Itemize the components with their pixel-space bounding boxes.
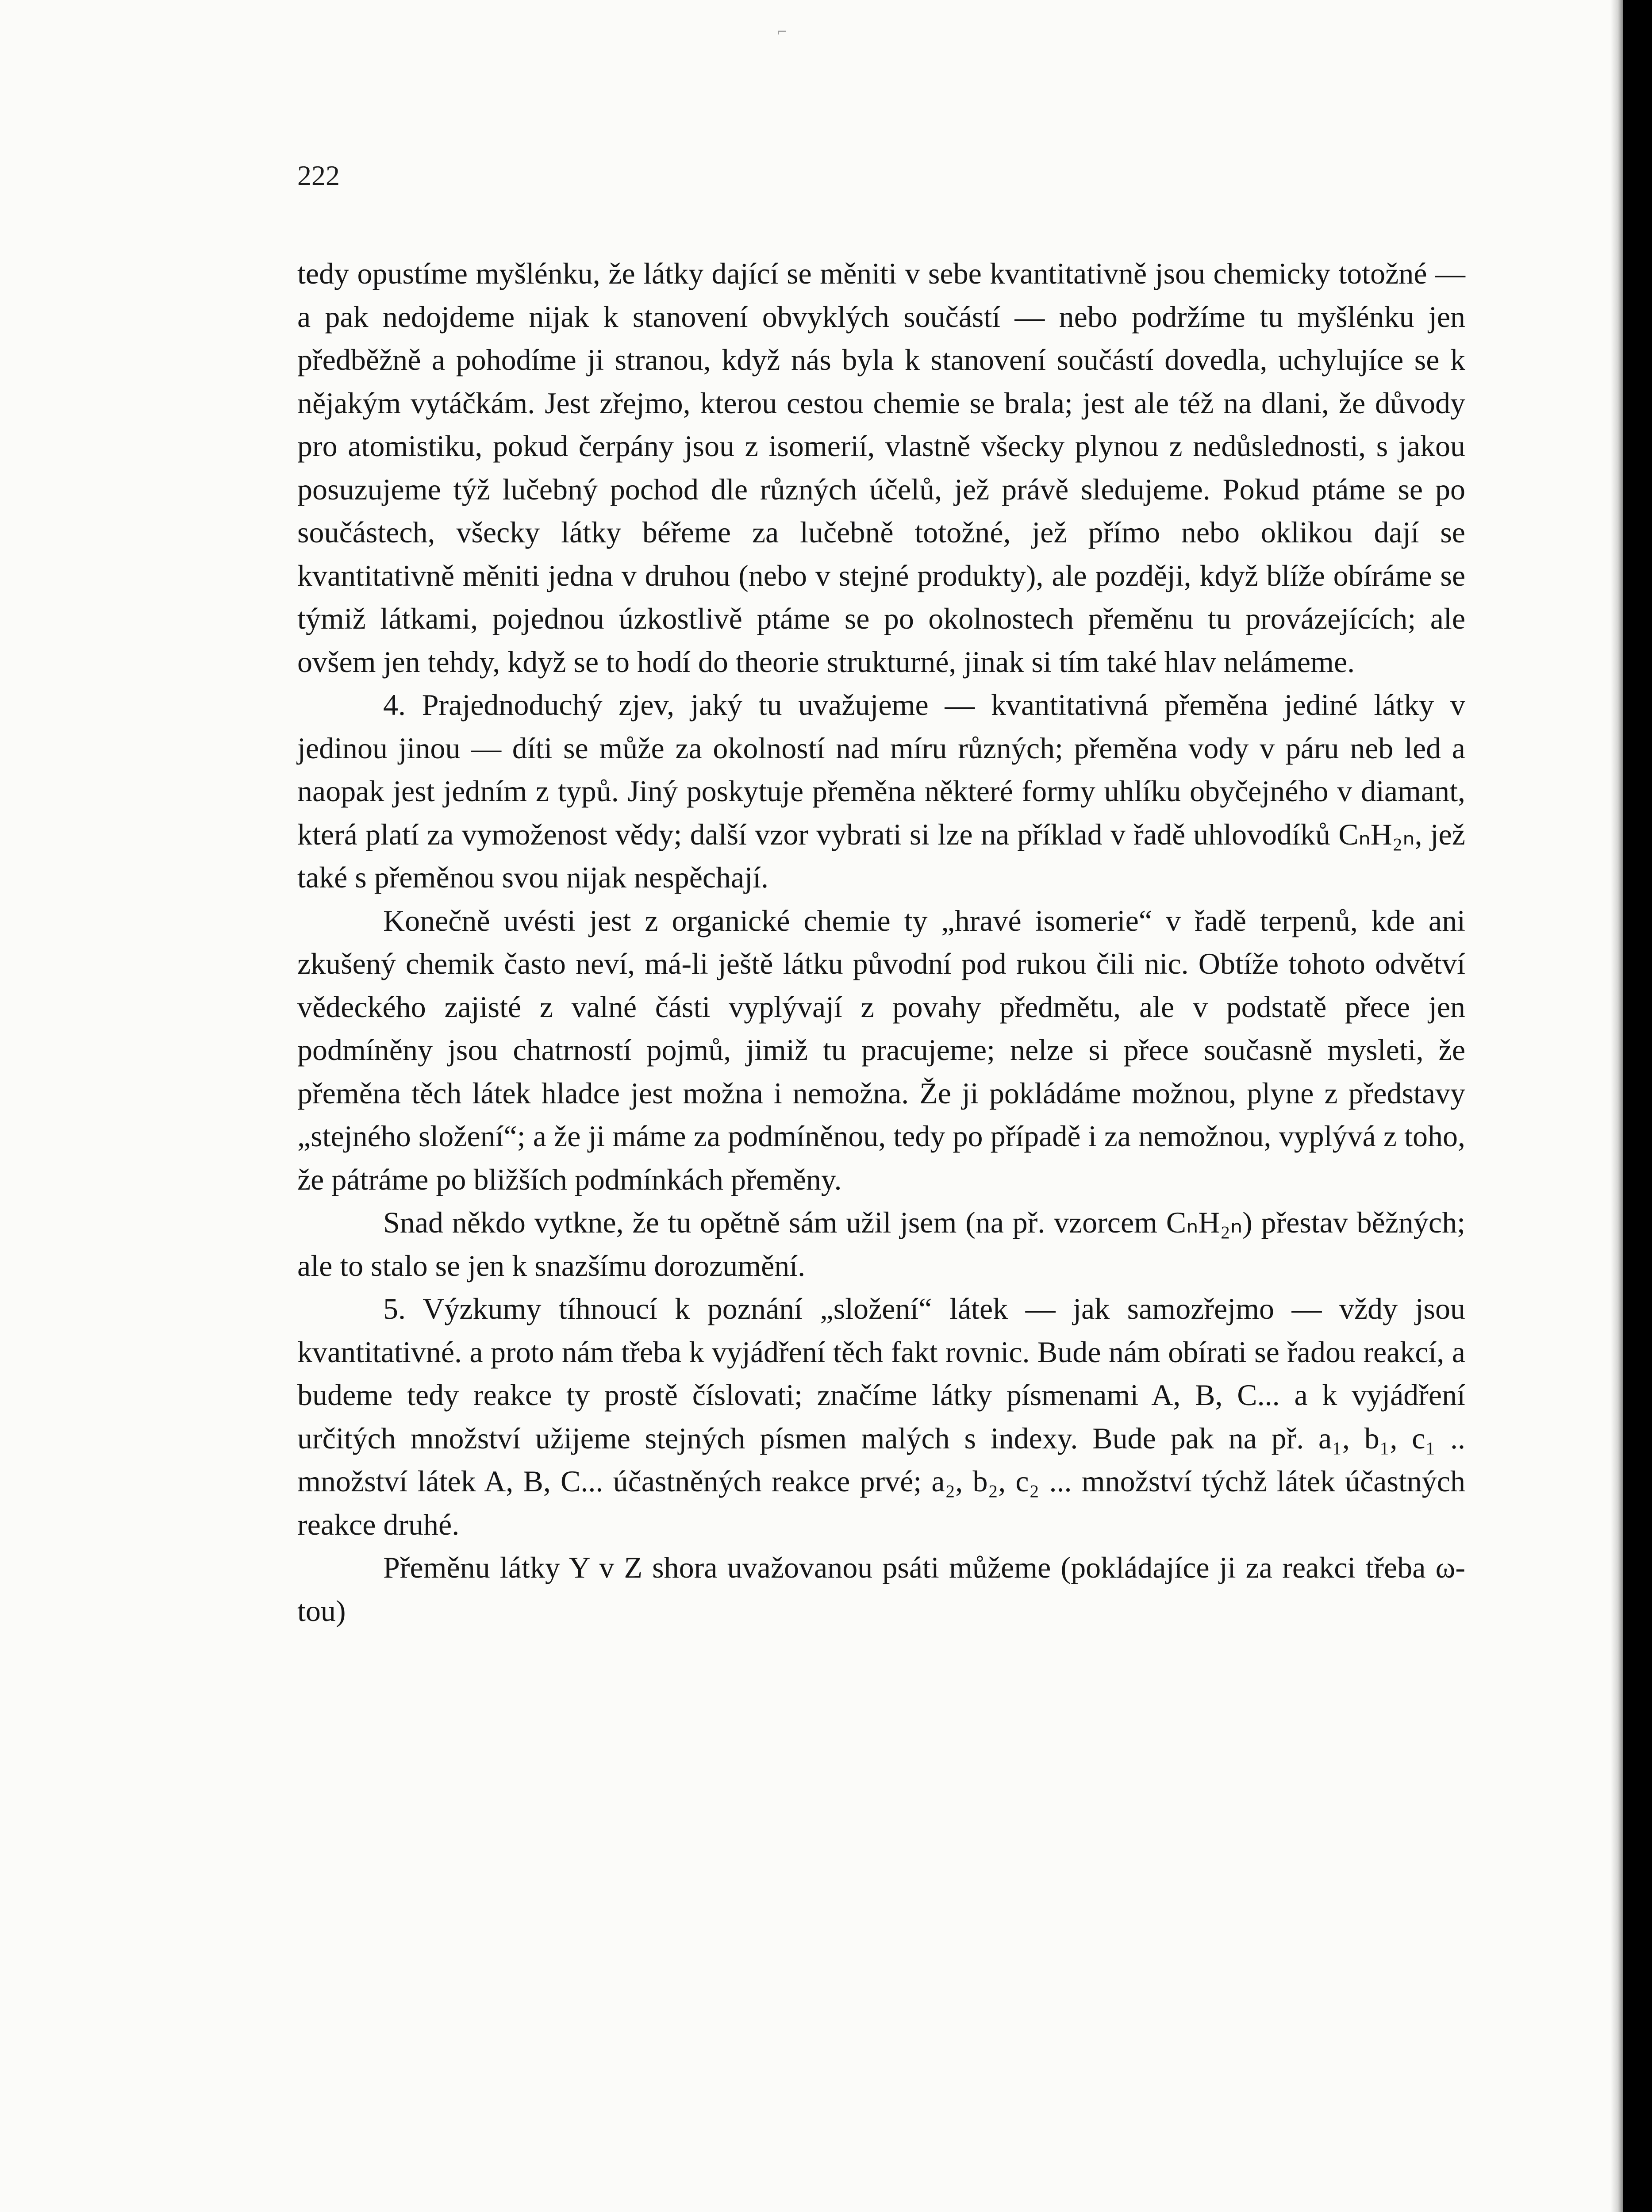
scan-mark: ⌐ [776, 24, 788, 40]
paragraph-4: Snad někdo vytkne, že tu opětně sám užil jsem (na př. vzorcem CₙH₂ₙ) přestav běžných; ale to stalo se jen k snazšímu dorozumění. [297, 1206, 1465, 1283]
paragraph-3: Konečně uvésti jest z organické chemie ty „hravé isomerie“ v řadě terpenů, kde ani zkušený chemik často neví, má-li ještě látku původní pod rukou čili nic. Obtíže tohoto odvětví vědeckého zajisté z valné části vyplývají z povahy předmětu, ale v podstatě přece jen podmíněny jsou chatrností pojmů, jimiž tu pracujeme; nelze si přece současně mysleti, že přeměna těch látek hladce jest možna i nemožna. Že ji pokládáme možnou, plyne z představy „stejného složení“; a že ji máme za podmíněnou, tedy po případě i za nemožnou, vyplývá z toho, že pátráme po bližších podmínkách přeměny. [297, 903, 1465, 1196]
paragraph-2: 4. Prajednoduchý zjev, jaký tu uvažujeme — kvantitativná přeměna jediné látky v jedinou jinou — díti se může za okolností nad míru různých; přeměna vody v páru neb led a naopak jest jedním z typů. Jiný poskytuje přeměna některé formy uhlíku obyčejného v diamant, která platí za vymoženost vědy; další vzor vybrati si lze na příklad v řadě uhlovodíků CₙH₂ₙ, jež také s přeměnou svou nijak nespěchají. [297, 688, 1465, 894]
paragraph-5: 5. Výzkumy tíhnoucí k poznání „složení“ látek — jak samozřejmo — vždy jsou kvantitativné. a proto nám třeba k vyjádření těch fakt rovnic. Bude nám obírati se řadou reakcí, a budeme tedy reakce ty prostě číslovati; značíme látky písmenami A, B, C... a k vyjádření určitých množství užijeme stejných písmen malých s indexy. Bude pak na př. a₁, b₁, c₁ .. množství látek A, B, C... účastněných reakce prvé; a₂, b₂, c₂ ... množství týchž látek účastných reakce druhé. [297, 1292, 1465, 1541]
page-edge-shadow [1610, 0, 1623, 2212]
scan-border [1623, 0, 1652, 2212]
body-text [297, 252, 1465, 1632]
paragraph-1: tedy opustíme myšlénku, že látky dající se měniti v sebe kvantitativně jsou chemicky totožné — a pak nedojdeme nijak k stanovení obvyklých součástí — nebo podržíme tu myšlénku jen předběžně a pohodíme ji stranou, když nás byla k stanovení součástí dovedla, uchylujíce se k nějakým vytáčkám. Jest zřejmo, kterou cestou chemie se brala; jest ale též na dlani, že důvody pro atomistiku, pokud čerpány jsou z isomerií, vlastně všecky plynou z nedůslednosti, s jakou posuzujeme týž lučebný pochod dle různých účelů, jež právě sledujeme. Pokud ptáme se po součástech, všecky látky béřeme za lučebně totožné, jež přímo nebo oklikou dají se kvantitativně měniti jedna v druhou (nebo v stejné produkty), ale později, když blíže obíráme se týmiž látkami, pojednou úzkostlivě ptáme se po okolnostech přeměnu tu provázejících; ale ovšem jen tehdy, když se to hodí do theorie strukturné, jinak si tím také hlav nelámeme. [297, 257, 1465, 679]
paragraph-6: Přeměnu látky Y v Z shora uvažovanou psáti můžeme (pokládajíce ji za reakci třeba ω-tou) [297, 1551, 1465, 1628]
page-number: 222 [297, 160, 340, 191]
